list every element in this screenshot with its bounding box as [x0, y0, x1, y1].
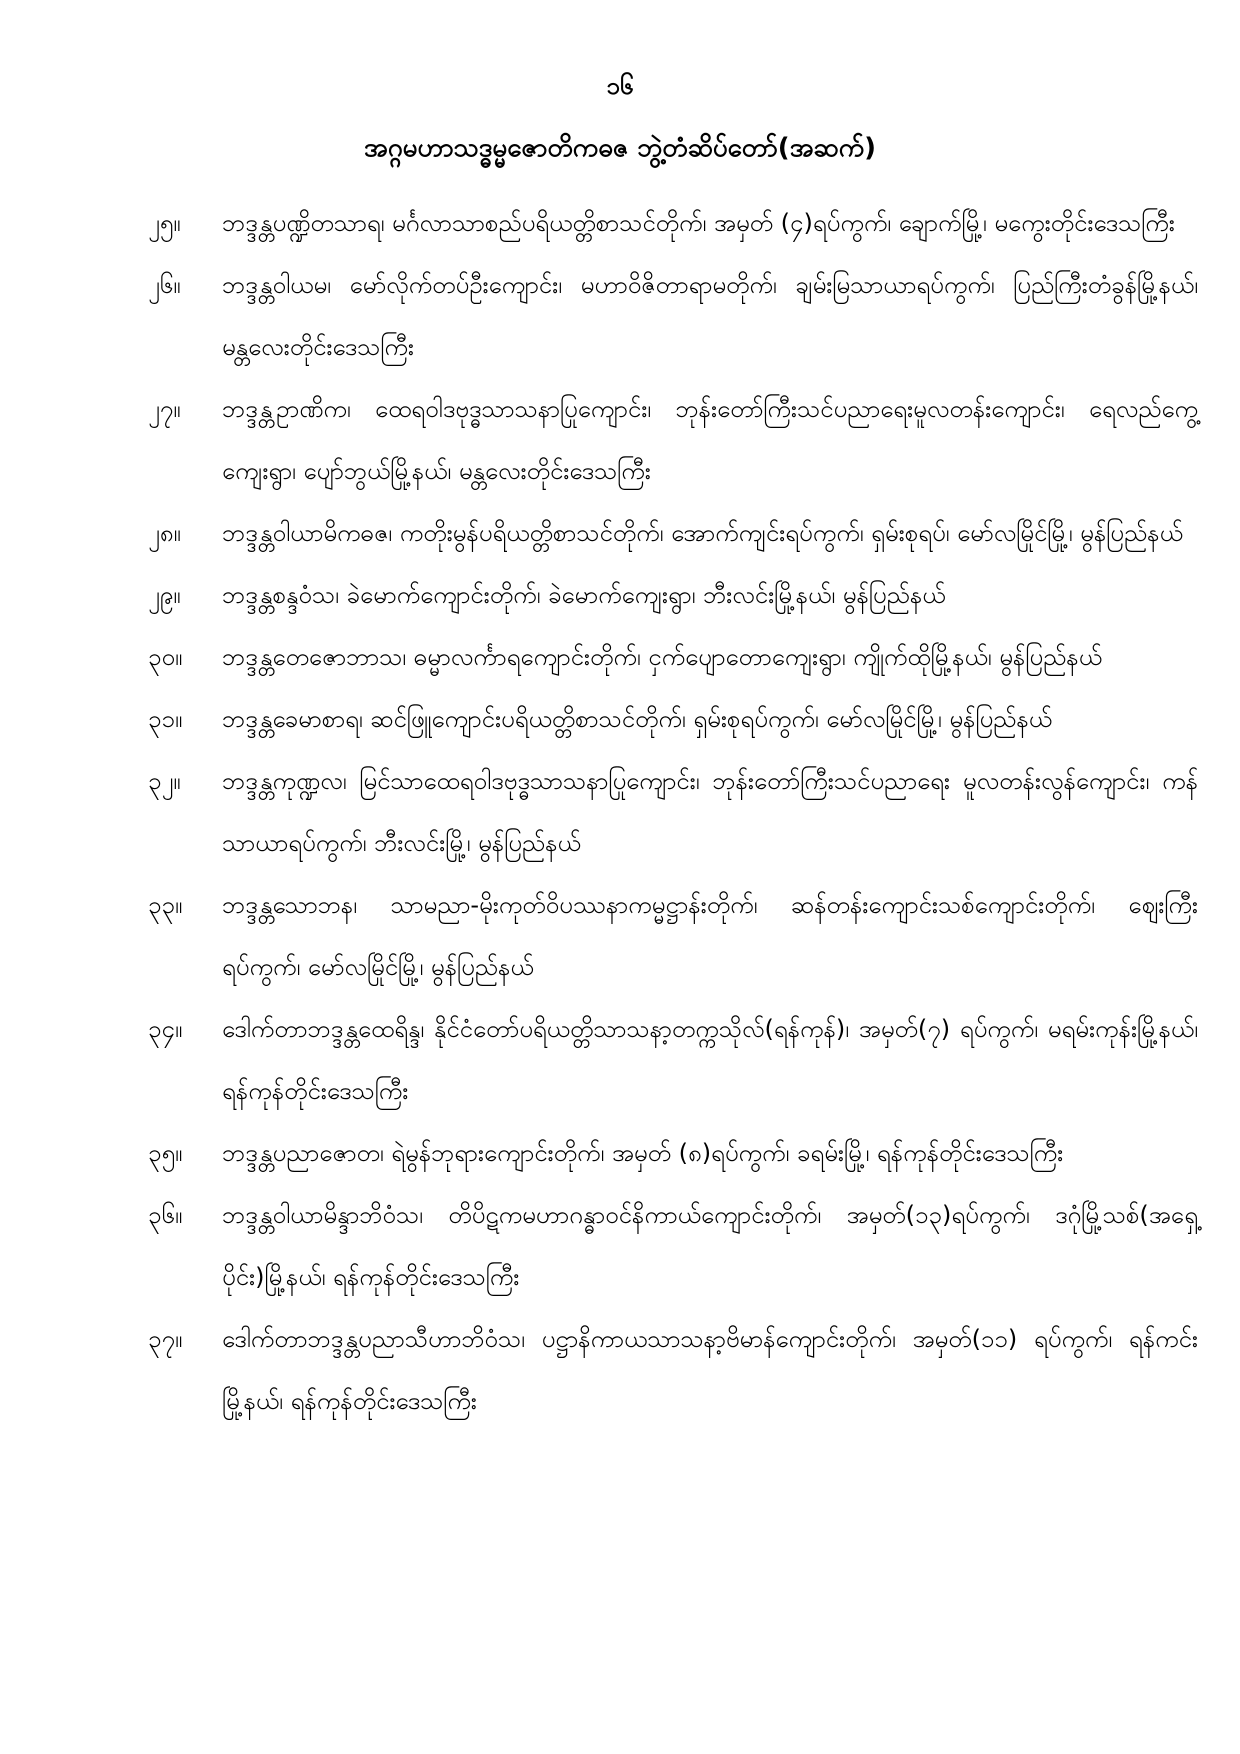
entry-text: ဘဒ္ဒန္တပညာဇောတ၊ ရဲမွန်ဘုရားကျောင်းတိုက်၊ အမှတ် (၈)ရပ်ကွက်၊ ခရမ်းမြို့၊ ရန်ကုန်တိုင်းဒေသကြီး — [222, 1139, 1064, 1167]
list-item — [148, 502, 1198, 564]
entry-text: ဘဒ္ဒန္တပဏ္ဍိတသာရ၊ မင်္ဂလာသာစည်ပရိယတ္တိစာသင်တိုက်၊ အမှတ် (၄)ရပ်ကွက်၊ ချောက်မြို့၊ မကွေးတိုင်းဒေသကြီး — [222, 209, 1175, 237]
entry-number: ၂၉။ — [148, 581, 181, 609]
list-item — [148, 1184, 1198, 1308]
entry-text: ဒေါက်တာဘဒ္ဒန္တပညာသီဟာဘိဝံသ၊ ပဋ္ဌာနိကာယသာသနာ့ဗိမာန်ကျောင်းတိုက်၊ အမှတ်(၁၁) ရပ်ကွက်၊ ရန်ကင်းမြို့နယ်၊ ရန်ကုန်တိုင်းဒေသကြီး — [222, 1325, 1198, 1415]
entry-number: ၂၈။ — [148, 519, 181, 547]
entry-text: ဒေါက်တာဘဒ္ဒန္တထေရိန္ဒ၊ နိုင်ငံတော်ပရိယတ္တိသာသနာ့တက္ကသိုလ်(ရန်ကုန်)၊ အမှတ်(၇) ရပ်ကွက်၊ မရမ်းကုန်းမြို့နယ်၊ ရန်ကုန်တိုင်းဒေသကြီး — [222, 1015, 1198, 1105]
entry-number: ၃၅။ — [148, 1139, 183, 1167]
entry-number: ၃၃။ — [148, 891, 183, 919]
entry-text: ဘဒ္ဒန္တဥာဏိက၊ ထေရဝါဒဗုဒ္ဓသာသနာပြုကျောင်း၊ ဘုန်းတော်ကြီးသင်ပညာရေးမူလတန်းကျောင်း၊ ရေလည်ကွေ့ကျေးရွာ၊ ပျော်ဘွယ်မြို့နယ်၊ မန္တလေးတိုင်းဒေသကြီး — [222, 395, 1198, 485]
list-item — [148, 874, 1198, 998]
entry-number: ၂၆။ — [148, 271, 181, 299]
list-item — [148, 254, 1198, 378]
entry-text: ဘဒ္ဒန္တဝါယာမိကဓဇ၊ ကတိုးမွန်ပရိယတ္တိစာသင်တိုက်၊ အောက်ကျင်းရပ်ကွက်၊ ရှမ်းစုရပ်၊ မော်လမြိုင်မြို့၊ မွန်ပြည်နယ် — [222, 519, 1183, 547]
entry-list — [148, 192, 1198, 1432]
entry-number: ၃၇။ — [148, 1325, 183, 1353]
entry-number: ၂၅။ — [148, 209, 181, 237]
list-item — [148, 998, 1198, 1122]
list-item — [148, 750, 1198, 874]
list-item — [148, 688, 1198, 750]
list-item — [148, 1308, 1198, 1432]
entry-number: ၃၁။ — [148, 705, 183, 733]
entry-number: ၃၂။ — [148, 767, 181, 795]
entry-text: ဘဒ္ဒန္တသောဘန၊ သာမညာ-မိုးကုတ်ဝိပဿနာကမ္မဋ္ဌာန်းတိုက်၊ ဆန်တန်းကျောင်းသစ်ကျောင်းတိုက်၊ ဈေးကြီးရပ်ကွက်၊ မော်လမြိုင်မြို့၊ မွန်ပြည်နယ် — [222, 891, 1198, 981]
list-item — [148, 564, 1198, 626]
entry-text: ဘဒ္ဒန္တခေမာစာရ၊ ဆင်ဖြူကျောင်းပရိယတ္တိစာသင်တိုက်၊ ရှမ်းစုရပ်ကွက်၊ မော်လမြိုင်မြို့၊ မွန်ပြည်နယ် — [222, 705, 1053, 733]
entry-text: ဘဒ္ဒန္တကုဏ္ဍလ၊ မြင်သာထေရဝါဒဗုဒ္ဓသာသနာပြုကျောင်း၊ ဘုန်းတော်ကြီးသင်ပညာရေး မူလတန်းလွန်ကျောင်း၊ ကန်သာယာရပ်ကွက်၊ ဘီးလင်းမြို့၊ မွန်ပြည်နယ် — [222, 767, 1198, 857]
list-item — [148, 626, 1198, 688]
entry-text: ဘဒ္ဒန္တစန္ဒဝံသ၊ ခဲမောက်ကျောင်းတိုက်၊ ခဲမောက်ကျေးရွာ၊ ဘီးလင်းမြို့နယ်၊ မွန်ပြည်နယ် — [222, 581, 946, 609]
entry-number: ၃၄။ — [148, 1015, 183, 1043]
page-number: ၁၆ — [606, 72, 634, 100]
entry-text: ဘဒ္ဒန္တတေဇောဘာသ၊ ဓမ္မာလင်္ကာရကျောင်းတိုက်၊ ငှက်ပျောတောကျေးရွာ၊ ကျိုက်ထိုမြို့နယ်၊ မွန်ပြည်နယ် — [222, 643, 1102, 671]
entry-text: ဘဒ္ဒန္တဝါယမ၊ မော်လိုက်တပ်ဦးကျောင်း၊ မဟာဝိဇိတာရာမတိုက်၊ ချမ်းမြသာယာရပ်ကွက်၊ ပြည်ကြီးတံခွန်မြို့နယ်၊ မန္တလေးတိုင်းဒေသကြီး — [222, 271, 1198, 361]
entry-number: ၂၇။ — [148, 395, 181, 423]
list-item — [148, 192, 1198, 254]
list-item — [148, 1122, 1198, 1184]
entry-text: ဘဒ္ဒန္တဝါယာမိန္ဒာဘိဝံသ၊ တိပိဋကမဟာဂန္ဓာဝင်နိကာယ်ကျောင်းတိုက်၊ အမှတ်(၁၃)ရပ်ကွက်၊ ဒဂုံမြို့သစ်(အရှေ့ပိုင်း)မြို့နယ်၊ ရန်ကုန်တိုင်းဒေသကြီး — [222, 1201, 1198, 1291]
entry-number: ၃၆။ — [148, 1201, 183, 1229]
list-item — [148, 378, 1198, 502]
page-title: အဂ္ဂမဟာသဒ္ဓမ္မဇောတိကဓဇ ဘွဲ့တံဆိပ်တော်(အဆက်) — [363, 133, 877, 163]
entry-number: ၃၀။ — [148, 643, 183, 671]
